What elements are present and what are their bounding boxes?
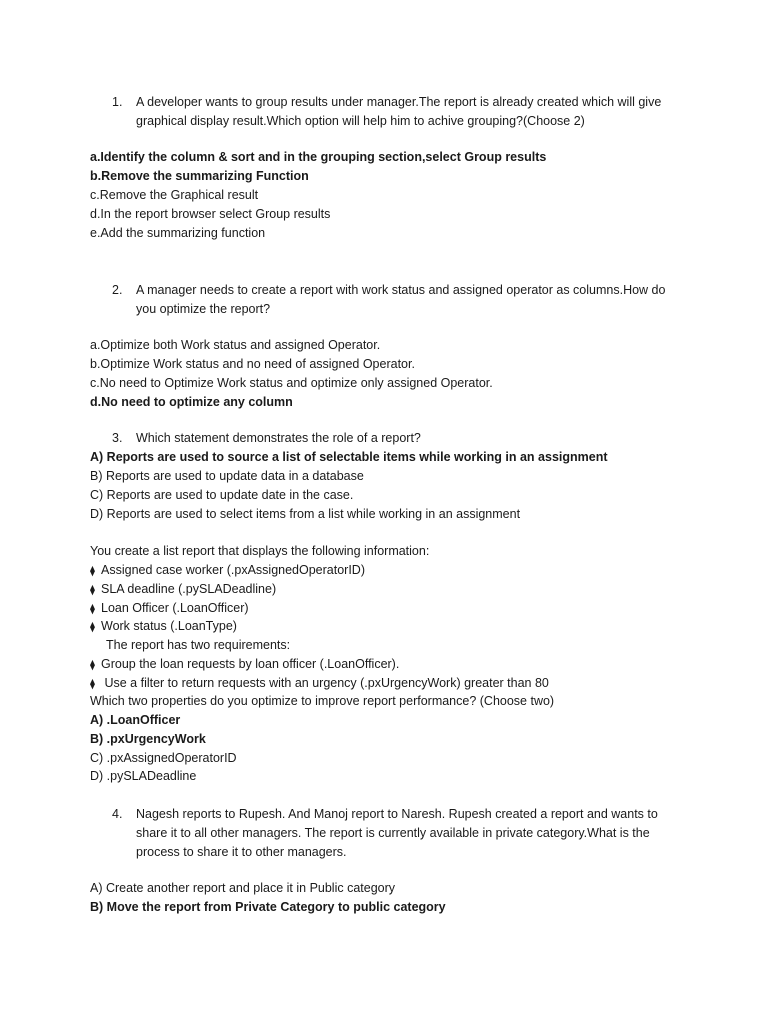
q1-option-a: a.Identify the column & sort and in the grouping section,select Group results <box>90 150 547 164</box>
question-4-text: Nagesh reports to Rupesh. And Manoj report to Naresh. Rupesh created a report and wants to share it to all other managers. The report is currently available in private category.What is the process to share it to other managers. <box>136 807 658 859</box>
question-1 <box>112 93 682 133</box>
question-1-text: A developer wants to group results under manager.The report is already created which will give graphical display result.Which option will help him to achive grouping?(Choose 2) <box>136 95 662 128</box>
scenario-intro: You create a list report that displays the following information: <box>90 544 430 558</box>
question-4-number: 4. <box>112 807 123 821</box>
scenario-field-3 <box>90 599 249 619</box>
question-4 <box>112 805 682 865</box>
diamond-bullet-icon: ⧫ <box>90 604 95 615</box>
scenario-field-text: Assigned case worker (.pxAssignedOperatorID) <box>101 563 366 577</box>
scenario-requirement-text: Group the loan requests by loan officer (.LoanOfficer). <box>101 657 400 671</box>
q2-option-b: b.Optimize Work status and no need of assigned Operator. <box>90 357 415 371</box>
diamond-bullet-icon: ⧫ <box>90 679 95 690</box>
question-2 <box>112 281 682 321</box>
scenario-requirements-heading: The report has two requirements: <box>106 638 291 652</box>
scenario-option-b: B) .pxUrgencyWork <box>90 732 206 746</box>
scenario-field-text: Work status (.LoanType) <box>101 619 237 633</box>
q2-option-d: d.No need to optimize any column <box>90 395 293 409</box>
scenario-requirement-1 <box>90 655 399 675</box>
diamond-bullet-icon: ⧫ <box>90 660 95 671</box>
scenario-option-d: D) .pySLADeadline <box>90 769 197 783</box>
scenario-field-2 <box>90 580 276 600</box>
scenario-requirement-2 <box>90 674 549 694</box>
scenario-field-4 <box>90 617 237 637</box>
question-3-text: Which statement demonstrates the role of a report? <box>136 431 421 445</box>
q4-option-b: B) Move the report from Private Category to public category <box>90 900 446 914</box>
q1-option-e: e.Add the summarizing function <box>90 226 266 240</box>
scenario-question: Which two properties do you optimize to improve report performance? (Choose two) <box>90 694 555 708</box>
scenario-field-1 <box>90 561 365 581</box>
q3-option-c: C) Reports are used to update date in the case. <box>90 488 354 502</box>
q1-option-d: d.In the report browser select Group results <box>90 207 331 221</box>
scenario-option-c: C) .pxAssignedOperatorID <box>90 751 237 765</box>
diamond-bullet-icon: ⧫ <box>90 622 95 633</box>
q3-option-a: A) Reports are used to source a list of selectable items while working in an assignment <box>90 450 608 464</box>
question-1-number: 1. <box>112 95 123 109</box>
q2-option-c: c.No need to Optimize Work status and optimize only assigned Operator. <box>90 376 493 390</box>
scenario-requirement-text: Use a filter to return requests with an urgency (.pxUrgencyWork) greater than 80 <box>101 676 549 690</box>
q3-option-b: B) Reports are used to update data in a database <box>90 469 364 483</box>
q1-option-c: c.Remove the Graphical result <box>90 188 259 202</box>
q1-option-b: b.Remove the summarizing Function <box>90 169 309 183</box>
question-2-number: 2. <box>112 283 123 297</box>
question-3 <box>112 429 682 449</box>
diamond-bullet-icon: ⧫ <box>90 585 95 596</box>
question-3-number: 3. <box>112 431 123 445</box>
diamond-bullet-icon: ⧫ <box>90 566 95 577</box>
q4-option-a: A) Create another report and place it in Public category <box>90 881 396 895</box>
scenario-field-text: Loan Officer (.LoanOfficer) <box>101 601 249 615</box>
q3-option-d: D) Reports are used to select items from a list while working in an assignment <box>90 507 521 521</box>
q2-option-a: a.Optimize both Work status and assigned Operator. <box>90 338 381 352</box>
scenario-field-text: SLA deadline (.pySLADeadline) <box>101 582 277 596</box>
question-2-text: A manager needs to create a report with work status and assigned operator as columns.How do you optimize the report? <box>136 283 666 316</box>
scenario-option-a: A) .LoanOfficer <box>90 713 181 727</box>
